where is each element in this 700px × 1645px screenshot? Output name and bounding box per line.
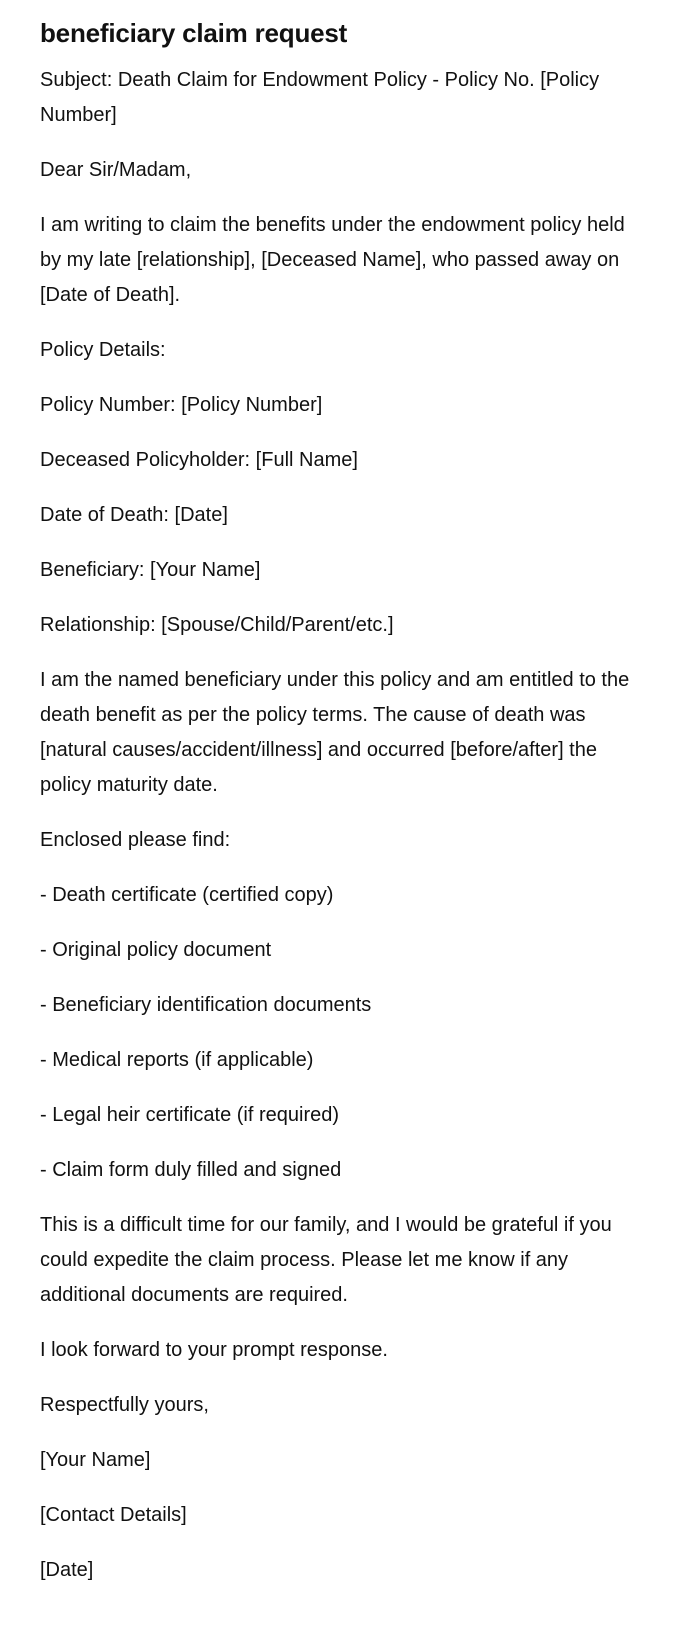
- letter-document: [40, 18, 650, 1608]
- enclosures-heading: Enclosed please find:: [40, 829, 231, 852]
- sign-off: Respectfully yours,: [40, 1394, 209, 1417]
- relationship-line: Relationship: [Spouse/Child/Parent/etc.]: [40, 614, 394, 637]
- enclosure-item: - Original policy document: [40, 939, 272, 962]
- policy-details-heading: Policy Details:: [40, 339, 166, 362]
- contact-details: [Contact Details]: [40, 1504, 187, 1527]
- subject-line: Subject: Death Claim for Endowment Policy - Policy No. [Policy Number]: [40, 69, 600, 127]
- enclosure-item: - Medical reports (if applicable): [40, 1049, 314, 1072]
- letter-date: [Date]: [40, 1559, 94, 1582]
- intro-paragraph: I am writing to claim the benefits under the endowment policy held by my late [relationship], [Deceased Name], who passed away on [Date of Death].: [40, 214, 625, 307]
- date-of-death-line: Date of Death: [Date]: [40, 504, 228, 527]
- enclosure-item: - Death certificate (certified copy): [40, 884, 334, 907]
- closing-line: I look forward to your prompt response.: [40, 1339, 388, 1362]
- salutation: Dear Sir/Madam,: [40, 159, 192, 182]
- signature-name: [Your Name]: [40, 1449, 151, 1472]
- policy-number-line: Policy Number: [Policy Number]: [40, 394, 323, 417]
- entitlement-paragraph: I am the named beneficiary under this policy and am entitled to the death benefit as per the policy terms. The cause of death was [natural causes/accident/illness] and occurred [before/after] the policy maturity date.: [40, 669, 630, 797]
- enclosure-item: - Claim form duly filled and signed: [40, 1159, 342, 1182]
- deceased-policyholder-line: Deceased Policyholder: [Full Name]: [40, 449, 358, 472]
- beneficiary-line: Beneficiary: [Your Name]: [40, 559, 261, 582]
- enclosure-item: - Beneficiary identification documents: [40, 994, 372, 1017]
- request-paragraph: This is a difficult time for our family, and I would be grateful if you could expedite the claim process. Please let me know if any additional documents are required.: [40, 1214, 612, 1307]
- enclosure-item: - Legal heir certificate (if required): [40, 1104, 340, 1127]
- letter-title: beneficiary claim request: [40, 18, 348, 48]
